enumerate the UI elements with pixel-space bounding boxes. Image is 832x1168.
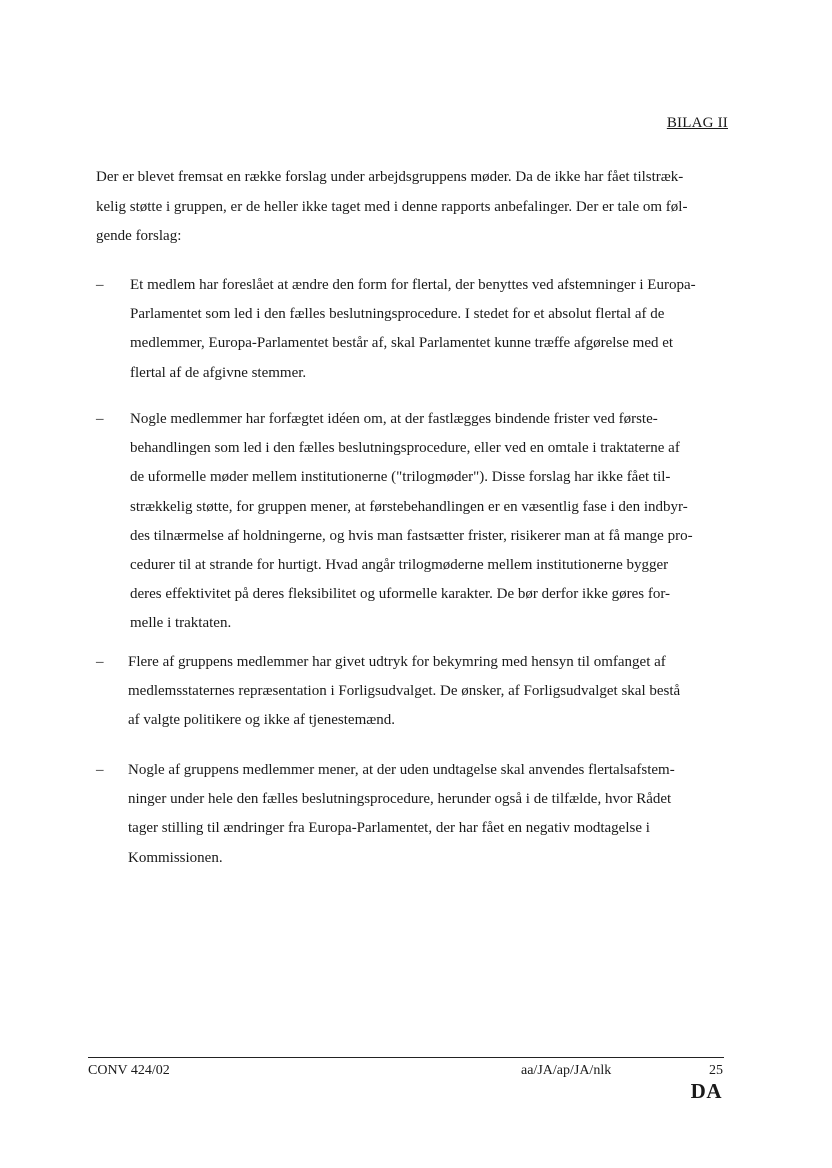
proposal-text	[128, 756, 728, 873]
bullet-dash: –	[96, 654, 104, 670]
proposal-line: strækkelig støtte, for gruppen mener, at førstebehandlingen er en væsentlig fase i den indbyr-	[130, 498, 688, 515]
proposal-line: Et medlem har foreslået at ændre den form for flertal, der benyttes ved afstemninger i Europa-	[130, 277, 696, 293]
proposal-text	[130, 271, 730, 388]
footer-language: DA	[690, 1079, 722, 1103]
proposal-line: af valgte politikere og ikke af tjenestemænd.	[128, 712, 395, 729]
proposal-line: flertal af de afgivne stemmer.	[130, 364, 307, 381]
proposal-line: medlemmer, Europa-Parlamentet består af, skal Parlamentet kunne træffe afgørelse med et	[130, 335, 674, 352]
proposal-line: medlemsstaternes repræsentation i Forligsudvalget. De ønsker, af Forligsudvalget skal bestå	[128, 683, 681, 700]
proposal-line: behandlingen som led i den fælles beslutningsprocedure, eller ved en omtale i traktaterne af	[130, 440, 680, 457]
bullet-dash: –	[96, 762, 104, 778]
proposal-line: melle i traktaten.	[130, 615, 232, 632]
annex-label: BILAG II	[666, 115, 728, 131]
footer-doc-ref: CONV 424/02	[88, 1063, 170, 1078]
proposal-line: des tilnærmelse af holdningerne, og hvis man fastsætter frister, risikerer man at få mange pro-	[130, 527, 693, 544]
intro-line: Der er blevet fremsat en række forslag under arbejdsgruppens møder. Da de ikke har fået tilstræk-	[96, 169, 684, 185]
proposal-line: Flere af gruppens medlemmer har givet udtryk for bekymring med hensyn til omfanget af	[128, 654, 666, 670]
proposal-text	[130, 405, 730, 639]
proposal-line: Nogle medlemmer har forfægtet idéen om, at der fastlægges bindende frister ved første-	[130, 411, 658, 427]
footer-code: aa/JA/ap/JA/nlk	[521, 1063, 612, 1078]
footer-page-number: 25	[709, 1063, 723, 1078]
proposal-line: de uformelle møder mellem institutionerne ("trilogmøder"). Disse forslag har ikke fået til-	[130, 469, 671, 486]
proposal-line: Parlamentet som led i den fælles beslutningsprocedure. I stedet for et absolut flertal af de	[130, 306, 665, 323]
proposal-text	[128, 648, 728, 736]
proposal-line: ninger under hele den fælles beslutningsprocedure, herunder også i de tilfælde, hvor Rådet	[128, 791, 672, 808]
proposal-line: tager stilling til ændringer fra Europa-Parlamentet, der har fået en negativ modtagelse i	[128, 820, 650, 837]
intro-line: gende forslag:	[96, 228, 182, 244]
proposal-line: Kommissionen.	[128, 849, 223, 866]
footer-divider	[88, 1057, 724, 1058]
bullet-dash: –	[96, 411, 104, 427]
bullet-dash: –	[96, 277, 104, 293]
proposal-line: deres effektivitet på deres fleksibilitet og uformelle karakter. De bør derfor ikke gøres for-	[130, 586, 671, 603]
proposal-line: cedurer til at strande for hurtigt. Hvad angår trilogmøderne mellem institutionerne bygger	[130, 557, 669, 574]
intro-line: kelig støtte i gruppen, er de heller ikke taget med i denne rapports anbefalinger. Der er tale om føl-	[96, 198, 688, 215]
intro-paragraph	[96, 163, 726, 252]
proposal-line: Nogle af gruppens medlemmer mener, at der uden undtagelse skal anvendes flertalsafstem-	[128, 762, 675, 778]
